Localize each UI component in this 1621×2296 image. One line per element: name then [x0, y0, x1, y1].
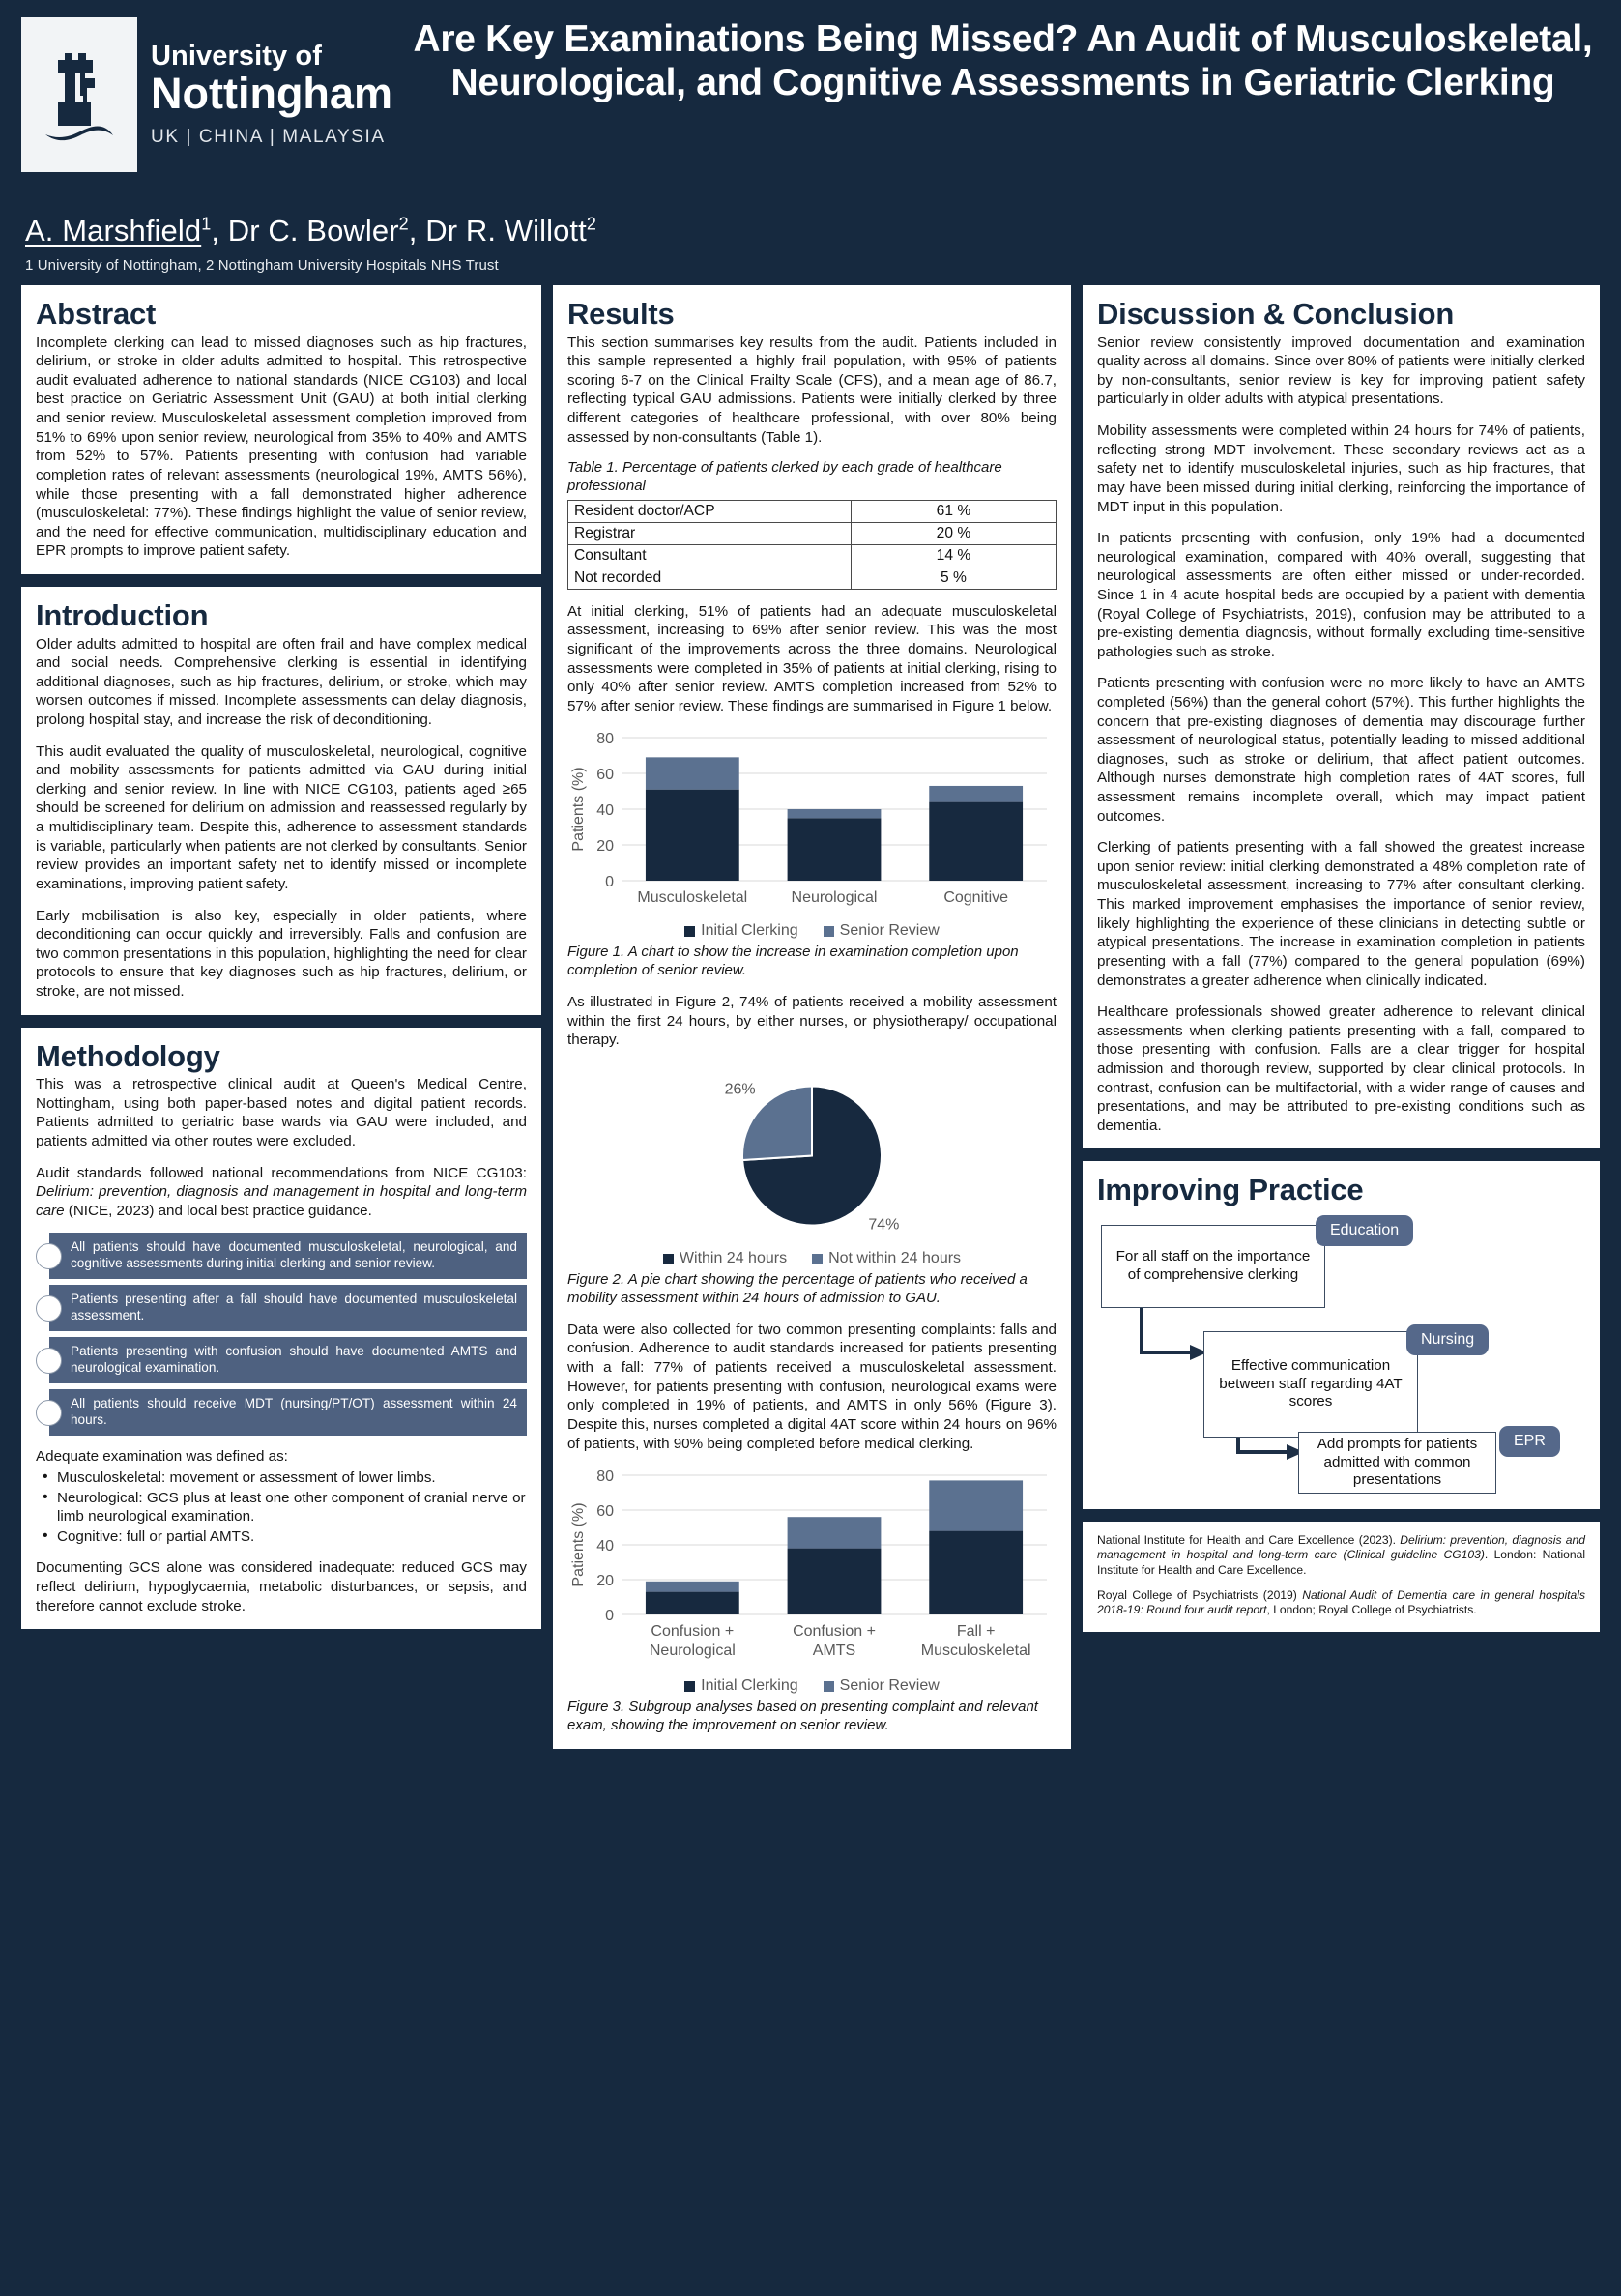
methodology-paragraph-1: This was a retrospective clinical audit at Queen's Medical Centre, Nottingham, using both paper-based notes and digital patient records. Patients admitted to geriatric base wards via GAU were included, and patients admitted via other routes were excluded.	[36, 1076, 527, 1150]
flow-box-nursing	[1203, 1331, 1418, 1438]
svg-text:Neurological: Neurological	[791, 889, 878, 907]
audit-standard-text: Patients presenting with confusion should have documented AMTS and neurological examination.	[49, 1337, 527, 1383]
circle-bullet-icon	[36, 1400, 62, 1426]
svg-text:Cognitive: Cognitive	[943, 889, 1009, 907]
audit-standard-item	[36, 1233, 527, 1279]
results-paragraph-3: As illustrated in Figure 2, 74% of patients received a mobility assessment within the first 24 hours, by either nurses, or physiotherapy/ occupational therapy.	[566, 994, 1057, 1049]
audit-standard-text: Patients presenting after a fall should have documented musculoskeletal assessment.	[49, 1285, 527, 1331]
legend-label: Within 24 hours	[679, 1250, 788, 1267]
legend-label: Initial Clerking	[701, 1677, 798, 1695]
svg-text:60: 60	[596, 767, 614, 784]
figure-3-chart	[567, 1466, 1057, 1669]
results-heading: Results	[566, 297, 675, 331]
reference-title: National Audit of Dementia care in general hospitals 2018-19: Round four audit report	[1096, 1588, 1585, 1617]
legend-swatch-icon	[824, 1681, 834, 1692]
lead-author: A. Marshfield	[25, 214, 202, 247]
legend-item-initial	[684, 1677, 797, 1695]
references-section	[1083, 1522, 1600, 1632]
svg-text:80: 80	[596, 1468, 614, 1486]
reference-post: , London; Royal College of Psychiatrists.	[1266, 1603, 1477, 1617]
affiliations: 1 University of Nottingham, 2 Nottingham University Hospitals NHS Trust	[25, 257, 499, 274]
reference-item	[1097, 1588, 1585, 1618]
audit-standards-list	[36, 1233, 527, 1436]
legend-swatch-icon	[824, 926, 834, 937]
discussion-paragraph: Patients presenting with confusion were no more likely to have an AMTS completed (56%) than the general cohort (57%). This further highlights the concern that pre-existing diagnoses of dementia may discourage further assessment of neurological status, potentially leading to missed additional diagnoses, such as stroke or delirium, that affect patient outcomes. Although nurses demonstrate high completion rates of 4AT scores, full assessment remains incomplete overall, which may impact patient outcomes.	[1096, 675, 1585, 825]
method-standards-pre: Audit standards followed national recommendations from NICE CG103:	[36, 1164, 527, 1181]
svg-text:20: 20	[596, 838, 614, 856]
introduction-heading: Introduction	[36, 597, 209, 632]
table-clerking-grades	[567, 500, 1057, 590]
legend-label: Not within 24 hours	[828, 1250, 962, 1267]
method-standards-post: (NICE, 2023) and local best practice guidance.	[64, 1202, 372, 1219]
flow-tag-epr	[1499, 1426, 1560, 1457]
figure-2-chart	[567, 1062, 1057, 1241]
svg-text:40: 40	[596, 802, 614, 820]
svg-text:Confusion +: Confusion +	[793, 1623, 876, 1641]
legend-swatch-icon	[663, 1254, 674, 1264]
abstract-heading: Abstract	[36, 297, 157, 331]
svg-text:40: 40	[596, 1538, 614, 1555]
discussion-paragraph: Mobility assessments were completed within 24 hours for 74% of patients, reflecting strong MDT involvement. These secondary reviews act as a safety net to identify musculoskeletal injuries, such as hip fractures, that may have been missed during initial clerking, reinforcing the importance of MDT input in this population.	[1096, 422, 1585, 515]
reference-pre: National Institute for Health and Care Excellence (2023).	[1096, 1533, 1401, 1548]
reference-post: . London: National Institute for Health and Care Excellence.	[1096, 1548, 1586, 1577]
definition-list	[36, 1468, 527, 1546]
table-row	[567, 522, 1056, 544]
legend-label: Senior Review	[839, 922, 940, 940]
legend-swatch-icon	[684, 1681, 695, 1692]
column-left	[21, 285, 541, 1629]
figure-1	[567, 728, 1057, 940]
table-1-caption: Table 1. Percentage of patients clerked by each grade of healthcare professional	[566, 459, 1002, 495]
legend-label: Senior Review	[839, 1677, 940, 1695]
introduction-paragraph: This audit evaluated the quality of musculoskeletal, neurological, cognitive and mobility assessments for patients admitted via GAU during initial clerking and senior review. In line with NICE CG103, patients aged ≥65 should be screened for delirium on admission and reassessed regularly by a multidisciplinary team. Despite this, adherence to assessment standards is variable, particularly when patients are not clerked by consultants. Senior review provides an important safety net to identify missed or incomplete examinations, improving patient safety.	[36, 742, 527, 892]
university-logo	[21, 17, 392, 172]
abstract-section	[21, 285, 541, 574]
circle-bullet-icon	[36, 1295, 62, 1322]
flow-box-text: Effective communication between staff regarding 4AT scores	[1219, 1356, 1403, 1410]
legend-item-senior	[824, 922, 940, 940]
svg-text:Patients (%): Patients (%)	[569, 1502, 587, 1587]
svg-text:20: 20	[596, 1573, 614, 1590]
table-row	[567, 544, 1056, 567]
figure-3-caption: Figure 3. Subgroup analyses based on presenting complaint and relevant exam, showing the improvement on senior review.	[566, 1699, 1038, 1733]
castle-icon	[21, 17, 137, 172]
svg-text:Confusion +: Confusion +	[651, 1623, 735, 1641]
svg-text:Fall +: Fall +	[956, 1623, 996, 1641]
discussion-paragraph: Clerking of patients presenting with a fall showed the greatest increase upon senior review: initial clerking demonstrated a 48% completion rate of musculoskeletal assessment, increasing to 77% after consultant clerking. This marked improvement emphasises the importance of senior review, likely highlighting the experience of these clinicians in detecting subtle or atypical presentations. The increase in examination completion in patients presenting with a fall (77%) compared to the general population (69%) demonstrates a greater adherence when clinically indicated.	[1096, 839, 1585, 989]
flow-box-text: For all staff on the importance of comprehensive clerking	[1115, 1248, 1311, 1284]
flow-tag-nursing	[1406, 1324, 1489, 1355]
method-standards-title: Delirium: prevention, diagnosis and management in hospital and long-term care	[36, 1183, 527, 1219]
audit-standard-item	[36, 1285, 527, 1331]
improving-practice-heading: Improving Practice	[1096, 1173, 1364, 1207]
reference-item	[1097, 1533, 1585, 1578]
methodology-section	[21, 1028, 541, 1630]
author-list	[25, 214, 1596, 248]
table-cell-label: Resident doctor/ACP	[567, 500, 851, 522]
definition-item: • Neurological: GCS plus at least one other component of cranial nerve or limb neurological examination.	[36, 1489, 527, 1526]
svg-text:0: 0	[605, 1608, 614, 1625]
discussion-section	[1083, 285, 1600, 1148]
flow-tag-label: Nursing	[1420, 1331, 1475, 1349]
author-2-sup: 2	[398, 214, 409, 234]
improving-practice-section	[1083, 1161, 1600, 1509]
legend-item-initial	[684, 922, 797, 940]
discussion-paragraph: Senior review consistently improved documentation and examination quality across all domains. Since over 80% of patients were initially clerked by non-consultants, senior review is key for improving patient safety particularly in older adults with atypical presentations.	[1096, 334, 1585, 408]
audit-standard-item	[36, 1337, 527, 1383]
methodology-closing: Documenting GCS alone was considered inadequate: reduced GCS may reflect delirium, hypoglycaemia, metabolic disturbances, or sepsis, and therefore cannot exclude stroke.	[36, 1559, 527, 1614]
audit-standard-item	[36, 1389, 527, 1436]
audit-standard-text: All patients should have documented musculoskeletal, neurological, and cognitive assessments during initial clerking and senior review.	[49, 1233, 527, 1279]
legend-label: Initial Clerking	[701, 922, 798, 940]
legend-item-not-within-24h	[812, 1250, 961, 1267]
table-row	[567, 567, 1056, 589]
logo-countries-line: UK | CHINA | MALAYSIA	[151, 127, 386, 148]
lead-author-sup: 1	[201, 214, 212, 234]
reference-pre: Royal College of Psychiatrists (2019)	[1096, 1588, 1303, 1603]
results-paragraph-1: This section summarises key results from the audit. Patients included in this sample represented a highly frail population, with 95% of patients scoring 6-7 on the Clinical Frailty Scale (CFS), and a mean age of 86.7, reflecting typical GAU admissions. Patients were initially clerked by three different categories of healthcare professional, with over 80% being assessed by non-consultants (Table 1).	[566, 334, 1057, 446]
definition-item: • Cognitive: full or partial AMTS.	[36, 1527, 527, 1547]
svg-text:Musculoskeletal: Musculoskeletal	[920, 1642, 1031, 1660]
title-container	[392, 17, 1600, 104]
improving-practice-flowchart	[1097, 1215, 1585, 1496]
logo-nottingham-line: Nottingham	[151, 69, 392, 119]
legend-swatch-icon	[684, 926, 695, 937]
svg-text:Neurological: Neurological	[649, 1642, 736, 1660]
svg-text:AMTS: AMTS	[812, 1642, 856, 1660]
table-cell-value: 5 %	[851, 567, 1056, 589]
flow-tag-label: Education	[1329, 1222, 1400, 1239]
table-cell-value: 61 %	[851, 500, 1056, 522]
figure-1-chart	[567, 728, 1057, 914]
figure-2-legend	[567, 1250, 1057, 1267]
poster-columns	[0, 274, 1621, 1766]
author-2: , Dr C. Bowler	[211, 214, 399, 247]
table-cell-value: 14 %	[851, 544, 1056, 567]
discussion-heading: Discussion & Conclusion	[1096, 297, 1455, 331]
introduction-paragraph: Early mobilisation is also key, especially in older patients, where deconditioning can occur quickly and irreversibly. Falls and confusion are two common presentations in this population, highlighting the need for clear protocols to ensure that key diagnoses such as hip fractures, delirium, or stroke, are not missed.	[36, 907, 527, 1000]
table-cell-value: 20 %	[851, 522, 1056, 544]
table-cell-label: Consultant	[567, 544, 851, 567]
author-3-sup: 2	[586, 214, 596, 234]
methodology-heading: Methodology	[36, 1038, 220, 1073]
svg-text:74%: 74%	[868, 1216, 900, 1234]
table-cell-label: Registrar	[567, 522, 851, 544]
methodology-paragraph-2	[36, 1164, 527, 1221]
introduction-paragraph: Older adults admitted to hospital are often frail and have complex medical and social needs. Comprehensive clerking is essential in identifying additional diagnoses, such as hip fractures, delirium, or stroke, which may worsen outcomes if missed. Incomplete assessments can delay diagnosis, prolong hospital stay, and increase the risk of deconditioning.	[36, 635, 527, 729]
discussion-paragraph: Healthcare professionals showed greater adherence to relevant clinical assessments when clerking patients presenting with a fall, compared to those presenting with confusion. Falls are a clear trigger for hospital admission and thorough review, supported by clear clinical protocols. In contrast, confusion can be multifactorial, with a wider range of causes and presentations, and may be attributed to pre-existing conditions such as dementia.	[1096, 1003, 1585, 1134]
audit-standard-text: All patients should receive MDT (nursing/PT/OT) assessment within 24 hours.	[49, 1389, 527, 1436]
results-paragraph-4: Data were also collected for two common presenting complaints: falls and confusion. Adherence to audit standards increased for patients presenting with a fall: 77% of patients received a musculoskeletal assessment. However, for patients presenting with confusion, neurological exams were only completed in 19% of patients, and AMTS in only 56% (Figure 3). Despite this, nurses completed a digital 4AT score within 24 hours on 96% of patients, with 90% being completed before medical clerking.	[566, 1321, 1057, 1452]
legend-item-senior	[824, 1677, 940, 1695]
figure-2	[567, 1062, 1057, 1267]
flow-box-education	[1101, 1225, 1325, 1308]
reference-title: Delirium: prevention, diagnosis and management in hospital and long-term care (Clinical guideline CG103)	[1096, 1533, 1585, 1562]
results-section	[553, 285, 1071, 1749]
column-right	[1083, 285, 1600, 1632]
discussion-paragraph: In patients presenting with confusion, only 19% had a documented neurological examination, compared with 40% overall, suggesting that neurological assessments are often either missed or under-recorded. Since 1 in 4 acute hospital beds are occupied by a patient with dementia (Royal College of Psychiatrists, 2019), confusion may be attributed to a pre-existing dementia diagnosis, without formally excluding time-sensitive pathologies such as stroke.	[1096, 530, 1585, 660]
authors-block	[0, 208, 1621, 274]
poster-title: Are Key Examinations Being Missed? An Audit of Musculoskeletal, Neurological, and Cognitive Assessments in Geriatric Clerking	[413, 18, 1593, 104]
table-row	[567, 500, 1056, 522]
figure-1-caption: Figure 1. A chart to show the increase in examination completion upon completion of senior review.	[566, 944, 1019, 979]
definition-item: • Musculoskeletal: movement or assessment of lower limbs.	[36, 1468, 527, 1488]
circle-bullet-icon	[36, 1243, 62, 1269]
flow-tag-education	[1316, 1215, 1413, 1246]
column-middle	[553, 285, 1071, 1749]
results-paragraph-2: At initial clerking, 51% of patients had an adequate musculoskeletal assessment, increasing to 69% after senior review. This was the most significant of the improvements across the three domains. Neurological assessments were completed in 35% of patients at initial clerking, rising to only 40% after senior review. AMTS completion increased from 52% to 57% after senior review. These findings are summarised in Figure 1 below.	[566, 602, 1057, 714]
svg-text:0: 0	[605, 874, 614, 891]
figure-2-caption: Figure 2. A pie chart showing the percentage of patients who received a mobility assessment within 24 hours of admission to GAU.	[566, 1271, 1028, 1306]
figure-1-legend	[567, 922, 1057, 940]
legend-item-within-24h	[663, 1250, 787, 1267]
abstract-body: Incomplete clerking can lead to missed diagnoses such as hip fractures, delirium, or stroke in older adults admitted to hospital. This retrospective audit evaluated adherence to national standards (NICE CG103) and local best practice on Geriatric Assessment Unit (GAU) at both initial clerking and senior review. Musculoskeletal assessment completion improved from 51% to 69% upon senior review, neurological from 35% to 40% and AMTS from 52% to 57%. Patients presenting with confusion had variable completion rates of relevant assessments (neurological 19%, AMTS 56%), while those presenting with a fall demonstrated higher adherence (musculoskeletal: 77%). These findings highlight the value of senior review, and the need for effective communication, multidisciplinary education and EPR prompts to improve patient safety.	[36, 334, 527, 560]
logo-wordmark	[137, 17, 392, 172]
figure-3	[567, 1466, 1057, 1695]
flow-tag-label: EPR	[1513, 1433, 1546, 1450]
svg-text:60: 60	[596, 1503, 614, 1521]
svg-text:Musculoskeletal: Musculoskeletal	[637, 889, 748, 907]
introduction-section	[21, 587, 541, 1015]
circle-bullet-icon	[36, 1348, 62, 1374]
flow-box-text: Add prompts for patients admitted with common presentations	[1317, 1435, 1478, 1489]
flow-box-epr	[1298, 1432, 1496, 1494]
author-3: , Dr R. Willott	[408, 214, 587, 247]
poster-header	[0, 0, 1621, 208]
legend-swatch-icon	[812, 1254, 823, 1264]
svg-text:Patients (%): Patients (%)	[569, 767, 587, 853]
table-cell-label: Not recorded	[567, 567, 851, 589]
definition-intro: Adequate examination was defined as:	[36, 1448, 288, 1466]
svg-text:26%: 26%	[724, 1081, 756, 1098]
figure-3-legend	[567, 1677, 1057, 1695]
svg-text:80: 80	[596, 731, 614, 748]
logo-university-line: University of	[151, 40, 322, 72]
